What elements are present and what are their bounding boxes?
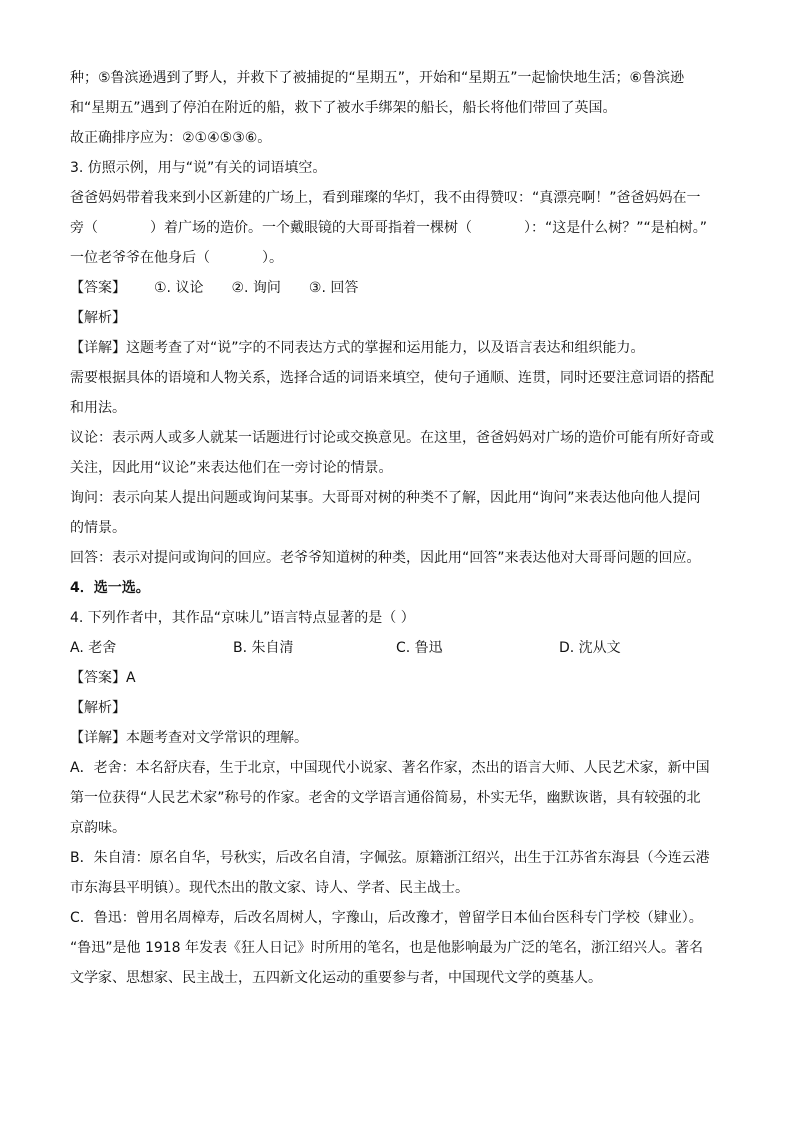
passage-text: 一位老爷爷在他身后（ <box>70 250 210 266</box>
text-line: 种；⑤鲁滨逊遇到了野人，并救下了被捕捉的“星期五”，开始和“星期五”一起愉快地生活；⑥鲁滨逊 <box>70 70 685 86</box>
question-4-options <box>70 633 730 663</box>
text-line: B．朱自清：原名自华，号秋实，后改名自清，字佩弦。原籍浙江绍兴，出生于江苏省东海县（今连云港 <box>70 850 710 866</box>
answer-item: ②. 询问 <box>231 280 281 296</box>
option-c: C. 鲁迅 <box>396 640 443 656</box>
text-line: C．鲁迅：曾用名周樟寿，后改名周树人，字豫山，后改豫才，曾留学日本仙台医科专门学校（肄业）。 <box>70 910 703 926</box>
answer-item: ③. 回答 <box>308 280 359 296</box>
text-line: 京韵味。 <box>70 820 126 836</box>
passage-text: ）：“这是什么树？”“是柏树。” <box>524 220 708 236</box>
text-line: 文学家、思想家、民主战士，五四新文化运动的重要参与者，中国现代文学的奠基人。 <box>70 970 602 986</box>
text-line: 关注，因此用“议论”来表达他们在一旁讨论的情景。 <box>70 460 393 476</box>
text-line: 议论：表示两人或多人就某一话题进行讨论或交换意见。在这里，爸爸妈妈对广场的造价可能有所好奇或 <box>70 430 714 446</box>
question-3-passage <box>70 213 730 243</box>
text-line: A．老舍：本名舒庆春，生于北京，中国现代小说家、著名作家，杰出的语言大师、人民艺术家，新中国 <box>70 760 710 776</box>
text-line: 第一位获得“人民艺术家”称号的作家。老舍的文学语言通俗简易，朴实无华，幽默诙谐，具有较强的北 <box>70 790 701 806</box>
text-line: 回答：表示对提问或询问的回应。老爷爷知道树的种类，因此用“回答”来表达他对大哥哥问题的回应。 <box>70 550 701 566</box>
question-3-passage <box>70 243 730 273</box>
answer-label: 【答案】 <box>70 280 126 296</box>
text-line: 【详解】这题考查了对“说”字的不同表达方式的掌握和运用能力，以及语言表达和组织能力。 <box>70 340 645 356</box>
question-3-passage: 爸爸妈妈带着我来到小区新建的广场上，看到璀璨的华灯，我不由得赞叹：“真漂亮啊！”爸爸妈妈在一 <box>70 190 701 206</box>
analysis-label: 【解析】 <box>70 310 126 326</box>
passage-text: ）。 <box>262 250 283 266</box>
passage-text: 旁（ <box>70 220 98 236</box>
option-a: A. 老舍 <box>70 640 117 656</box>
option-b: B. 朱自清 <box>233 640 294 656</box>
text-line: 和用法。 <box>70 400 126 416</box>
answer-row <box>70 273 730 303</box>
text-line: 询问：表示向某人提出问题或询问某事。大哥哥对树的种类不了解，因此用“询问”来表达他向他人提问 <box>70 490 701 506</box>
option-d: D. 沈从文 <box>559 640 621 656</box>
analysis-label: 【解析】 <box>70 700 126 716</box>
answer-item: ①. 议论 <box>154 280 204 296</box>
question-4-title: 4. 下列作者中，其作品“京味儿”语言特点显著的是（ ） <box>70 610 415 626</box>
text-line: 市东海县平明镇）。现代杰出的散文家、诗人、学者、民主战士。 <box>70 880 469 896</box>
text-line: 和“星期五”遇到了停泊在附近的船，救下了被水手绑架的船长，船长将他们带回了英国。 <box>70 100 617 116</box>
text-line: 故正确排序应为：②①④⑤③⑥。 <box>70 130 272 146</box>
passage-text: ）着广场的造价。一个戴眼镜的大哥哥指着一棵树（ <box>150 220 472 236</box>
text-line: “鲁迅”是他 1918 年发表《狂人日记》时所用的笔名，也是他影响最为广泛的笔名，浙江绍兴人。著名 <box>70 940 704 956</box>
text-line: 的情景。 <box>70 520 126 536</box>
section-4-title: 4．选一选。 <box>70 580 150 596</box>
document-content <box>70 63 730 993</box>
text-line: 需要根据具体的语境和人物关系，选择合适的词语来填空，使句子通顺、连贯，同时还要注意词语的搭配 <box>70 370 714 386</box>
text-line: 【详解】本题考查对文学常识的理解。 <box>70 730 308 746</box>
question-3-title: 3. 仿照示例，用与“说”有关的词语填空。 <box>70 160 327 176</box>
answer-row: 【答案】A <box>70 670 136 686</box>
